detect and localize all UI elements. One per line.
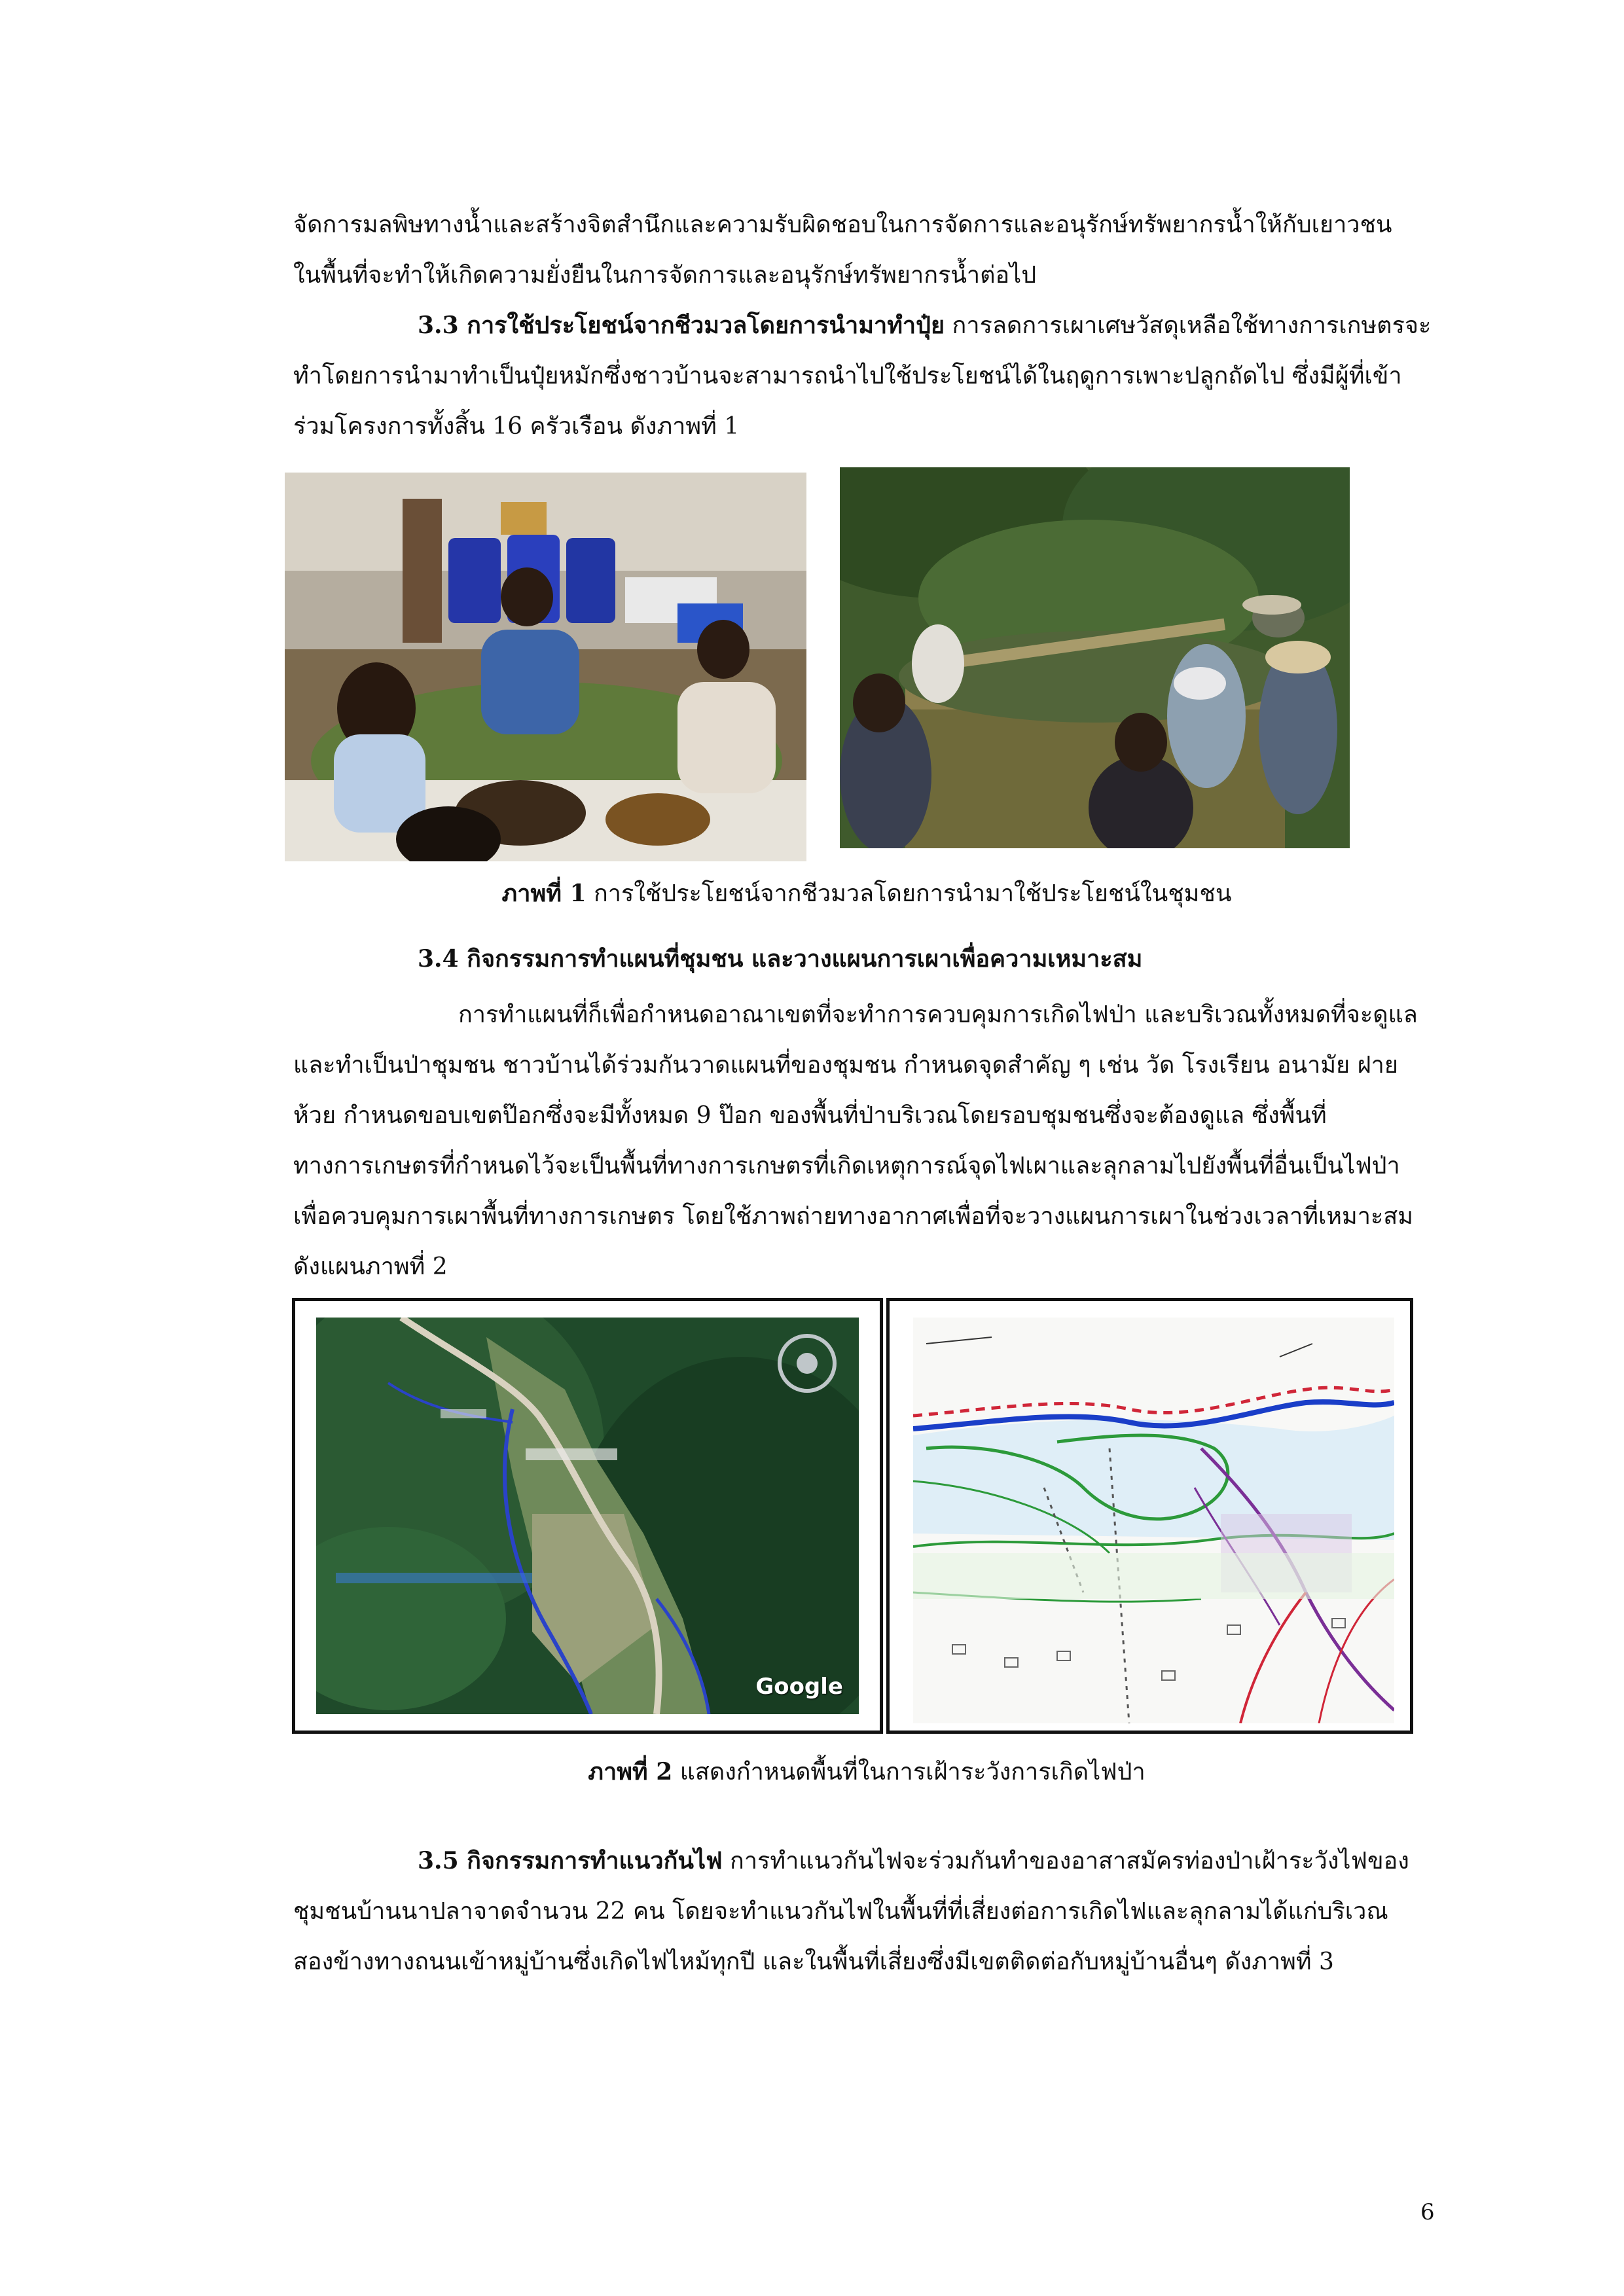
text-fragment: การลดการเผาเศษวัสดุเหลือใช้ทางการเกษตรจะ: [945, 312, 1432, 339]
figure-2-caption: [293, 1753, 1440, 1790]
photo-compost-preparation: [285, 473, 806, 861]
text-line: จัดการมลพิษทางน้ำและสร้างจิตสำนึกและความรับผิดชอบในการจัดการและอนุรักษ์ทรัพยากรน้ำให้กับเยาวชน: [293, 211, 1392, 238]
text-line: ในพื้นที่จะทำให้เกิดความยั่งยืนในการจัดการและอนุรักษ์ทรัพยากรน้ำต่อไป: [293, 262, 1037, 289]
section-3-5: [293, 1836, 1440, 1987]
text-line: สองข้างทางถนนเข้าหมู่บ้านซึ่งเกิดไฟไหม้ทุกปี และในพื้นที่เสี่ยงซึ่งมีเขตติดต่อกับหมู่บ้านอื่นๆ ดังภาพที่ 3: [293, 1948, 1334, 1975]
photo-compost-bin-villagers: [840, 467, 1350, 848]
text-line: และทำเป็นป่าชุมชน ชาวบ้านได้ร่วมกันวาดแผนที่ของชุมชน กำหนดจุดสำคัญ ๆ เช่น วัด โรงเรียน อนามัย ฝาย: [293, 1052, 1398, 1079]
hand-drawn-community-map: [913, 1318, 1394, 1723]
text-fragment: การทำแนวกันไฟจะร่วมกันทำของอาสาสมัครท่องป่าเฝ้าระวังไฟของ: [722, 1848, 1409, 1874]
section-3-4-body: [293, 990, 1440, 1292]
section-3-3-first-line: [293, 300, 1440, 351]
figure-2-label: ภาพที่ 2: [588, 1758, 673, 1785]
text-line: ทางการเกษตรที่กำหนดไว้จะเป็นพื้นที่ทางการเกษตรที่เกิดเหตุการณ์จุดไฟเผาและลุกลามไปยังพื้นที่อื่นเป็นไฟป่า: [293, 1153, 1400, 1179]
paragraph-intro: [293, 200, 1440, 300]
text-line: ชุมชนบ้านนาปลาจาดจำนวน 22 คน โดยจะทำแนวกันไฟในพื้นที่ที่เสี่ยงต่อการเกิดไฟและลุกลามได้แก่บริเวณ: [293, 1898, 1388, 1925]
section-3-3-heading: 3.3 การใช้ประโยชน์จากชีวมวลโดยการนำมาทำปุ๋ย: [418, 312, 945, 339]
text-line: ดังแผนภาพที่ 2: [293, 1253, 448, 1280]
text-line: ทำโดยการนำมาทำเป็นปุ๋ยหมักซึ่งชาวบ้านจะสามารถนำไปใช้ประโยชน์ได้ในฤดูการเพาะปลูกถัดไป ซึ่งมีผู้ที่เข้า: [293, 363, 1402, 389]
text-line: เพื่อควบคุมการเผาพื้นที่ทางการเกษตร โดยใช้ภาพถ่ายทางอากาศเพื่อที่จะวางแผนการเผาในช่วงเวลาที่เหมาะสม: [293, 1203, 1413, 1230]
google-logo: Google: [755, 1674, 843, 1700]
page-number: 6: [1420, 2199, 1435, 2225]
section-3-3: [293, 300, 1440, 452]
figure-2-caption-text: แสดงกำหนดพื้นที่ในการเฝ้าระวังการเกิดไฟป่า: [672, 1759, 1146, 1785]
text-line: ห้วย กำหนดขอบเขตป๊อกซึ่งจะมีทั้งหมด 9 ป๊อก ของพื้นที่ป่าบริเวณโดยรอบชุมชนซึ่งจะต้องดูแล ซึ่งพื้นที่: [293, 1102, 1327, 1129]
text-line: ร่วมโครงการทั้งสิ้น 16 ครัวเรือน ดังภาพที่ 1: [293, 413, 740, 440]
text-line: การทำแผนที่ก็เพื่อกำหนดอาณาเขตที่จะทำการควบคุมการเกิดไฟป่า และบริเวณทั้งหมดที่จะดูแล: [458, 1001, 1418, 1028]
section-3-5-first-line: [293, 1836, 1440, 1886]
figure-1-label: ภาพที่ 1: [501, 880, 586, 907]
figure-1-caption-text: การใช้ประโยชน์จากชีวมวลโดยการนำมาใช้ประโยชน์ในชุมชน: [586, 880, 1232, 907]
hand-drawn-map-frame: [886, 1298, 1413, 1734]
figure-1-caption: [293, 874, 1440, 912]
section-3-4-heading: 3.4 กิจกรรมการทำแผนที่ชุมชน และวางแผนการเผาเพื่อความเหมาะสม: [418, 945, 1143, 973]
satellite-map-frame: [292, 1298, 883, 1734]
satellite-map-image: [316, 1318, 859, 1714]
section-3-5-heading: 3.5 กิจกรรมการทำแนวกันไฟ: [418, 1847, 723, 1874]
